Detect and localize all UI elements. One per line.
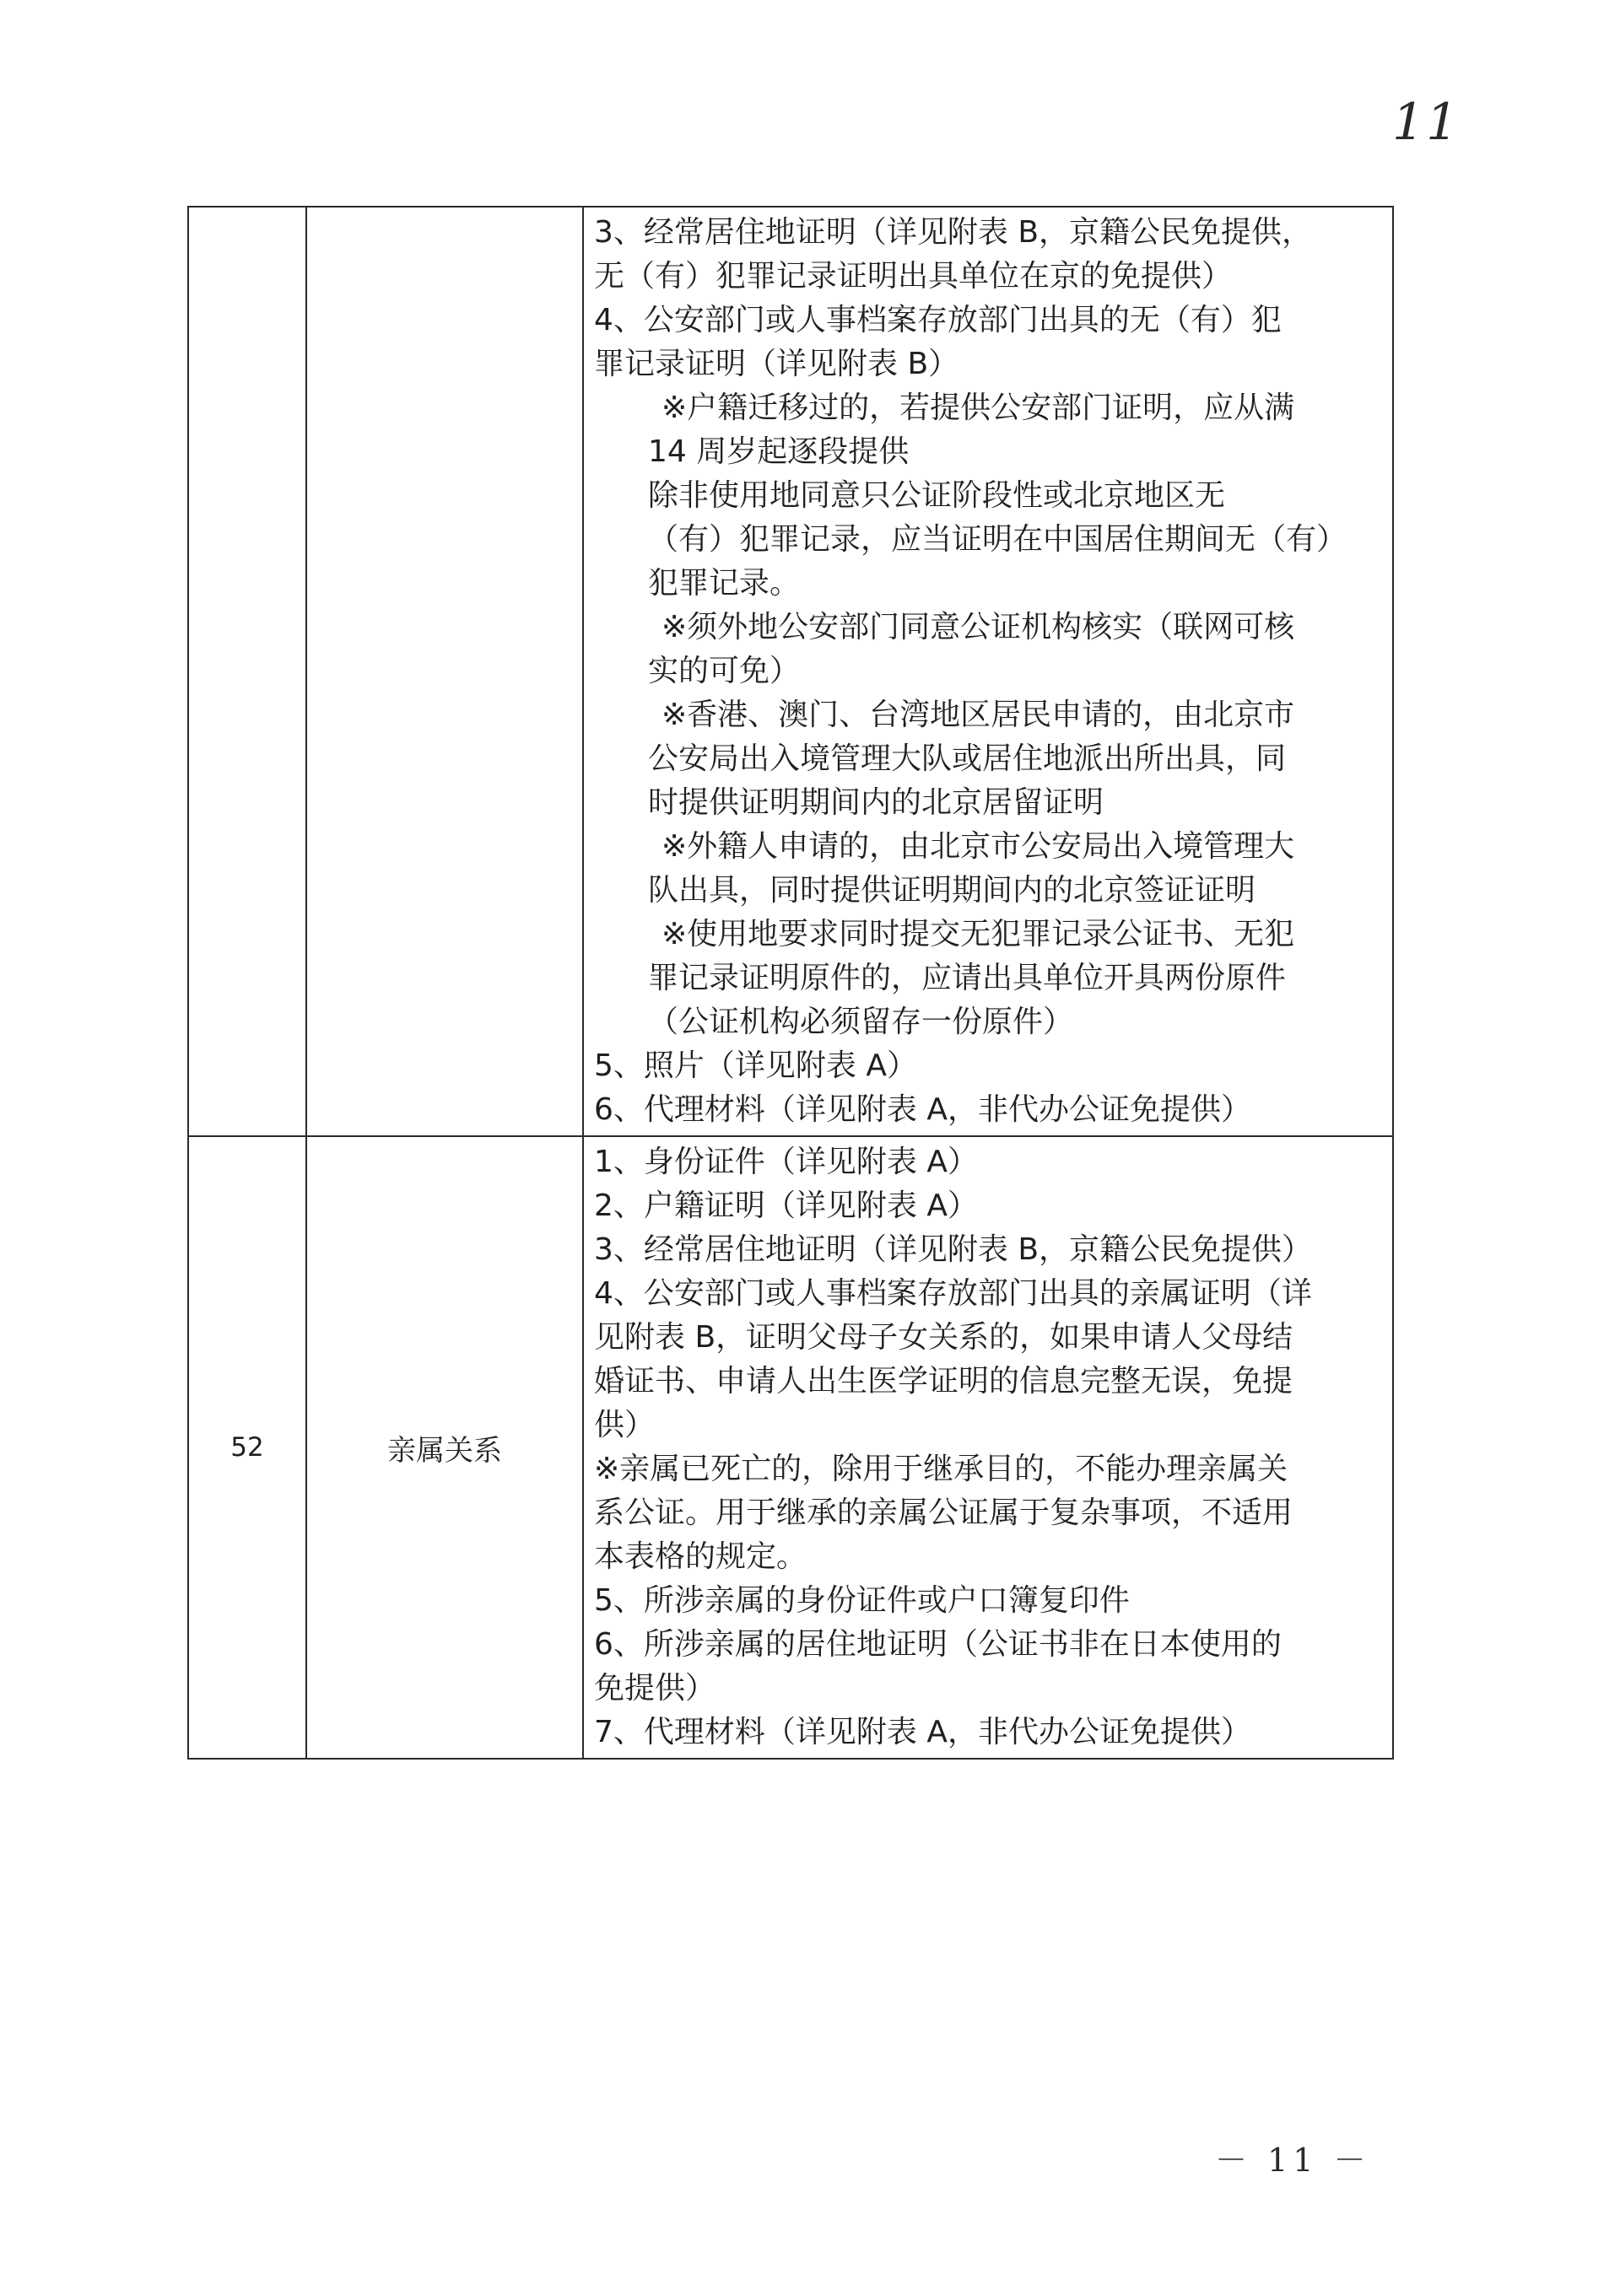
- requirement-line: 供）: [594, 1408, 656, 1442]
- requirement-line: 2、户籍证明（详见附表 A）: [594, 1188, 978, 1223]
- requirement-line: 4、公安部门或人事档案存放部门出具的亲属证明（详: [594, 1276, 1312, 1311]
- page-number: － 11 －: [1215, 2142, 1371, 2179]
- requirement-line: ※香港、澳门、台湾地区居民申请的，由北京市: [662, 698, 1295, 732]
- requirement-line: （公证机构必须留存一份原件）: [648, 1005, 1074, 1039]
- requirement-line: 14 周岁起逐段提供: [648, 434, 910, 469]
- requirement-line: ※使用地要求同时提交无犯罪记录公证书、无犯: [662, 917, 1295, 951]
- requirements-cell: [583, 1136, 1393, 1759]
- requirement-line: 6、代理材料（详见附表 A，非代办公证免提供）: [594, 1092, 1251, 1127]
- requirement-line: ※外籍人申请的，由北京市公安局出入境管理大: [662, 829, 1295, 864]
- requirement-line: 罪记录证明（详见附表 B）: [594, 347, 959, 381]
- requirement-line: 除非使用地同意只公证阶段性或北京地区无: [648, 478, 1226, 513]
- requirement-line: 时提供证明期间内的北京居留证明: [648, 785, 1104, 820]
- requirements-table: [187, 206, 1394, 1760]
- requirements-cell: [583, 207, 1393, 1136]
- requirement-line: 1、身份证件（详见附表 A）: [594, 1145, 978, 1179]
- requirement-line: ※须外地公安部门同意公证机构核实（联网可核: [662, 610, 1295, 644]
- requirement-line: 5、照片（详见附表 A）: [594, 1048, 917, 1083]
- requirement-line: 7、代理材料（详见附表 A，非代办公证免提供）: [594, 1715, 1251, 1749]
- requirement-line: 无（有）犯罪记录证明出具单位在京的免提供）: [594, 259, 1233, 294]
- requirement-line: ※户籍迁移过的，若提供公安部门证明，应从满: [662, 391, 1295, 425]
- row-number-cell: 52: [188, 1136, 306, 1759]
- requirement-line: 4、公安部门或人事档案存放部门出具的无（有）犯: [594, 303, 1282, 337]
- requirement-line: 犯罪记录。: [648, 566, 801, 601]
- requirement-line: 罪记录证明原件的，应请出具单位开具两份原件: [648, 961, 1287, 995]
- handwritten-page-mark: 11: [1392, 93, 1461, 152]
- requirement-line: 6、所涉亲属的居住地证明（公证书非在日本使用的: [594, 1627, 1282, 1662]
- requirement-line: （有）犯罪记录，应当证明在中国居住期间无（有）: [648, 522, 1347, 557]
- row-name-cell: [306, 207, 583, 1136]
- table-row: [188, 1136, 1393, 1759]
- table-row: [188, 207, 1393, 1136]
- requirement-line: 婚证书、申请人出生医学证明的信息完整无误，免提: [594, 1364, 1293, 1399]
- requirement-line: 3、经常居住地证明（详见附表 B，京籍公民免提供）: [594, 1232, 1313, 1267]
- requirement-line: 5、所涉亲属的身份证件或户口簿复印件: [594, 1583, 1130, 1618]
- requirement-line: 3、经常居住地证明（详见附表 B，京籍公民免提供，: [594, 215, 1313, 250]
- requirement-line: ※亲属已死亡的，除用于继承目的，不能办理亲属关: [594, 1452, 1288, 1486]
- requirement-line: 系公证。用于继承的亲属公证属于复杂事项，不适用: [594, 1496, 1293, 1530]
- requirement-line: 实的可免）: [648, 654, 801, 688]
- row-name-cell: 亲属关系: [306, 1136, 583, 1759]
- requirement-line: 公安局出入境管理大队或居住地派出所出具，同: [648, 741, 1287, 776]
- requirement-line: 免提供）: [594, 1671, 716, 1706]
- requirement-line: 本表格的规定。: [594, 1539, 807, 1574]
- requirement-line: 见附表 B，证明父母子女关系的，如果申请人父母结: [594, 1320, 1293, 1355]
- row-number-cell: [188, 207, 306, 1136]
- requirement-line: 队出具，同时提供证明期间内的北京签证证明: [648, 873, 1256, 908]
